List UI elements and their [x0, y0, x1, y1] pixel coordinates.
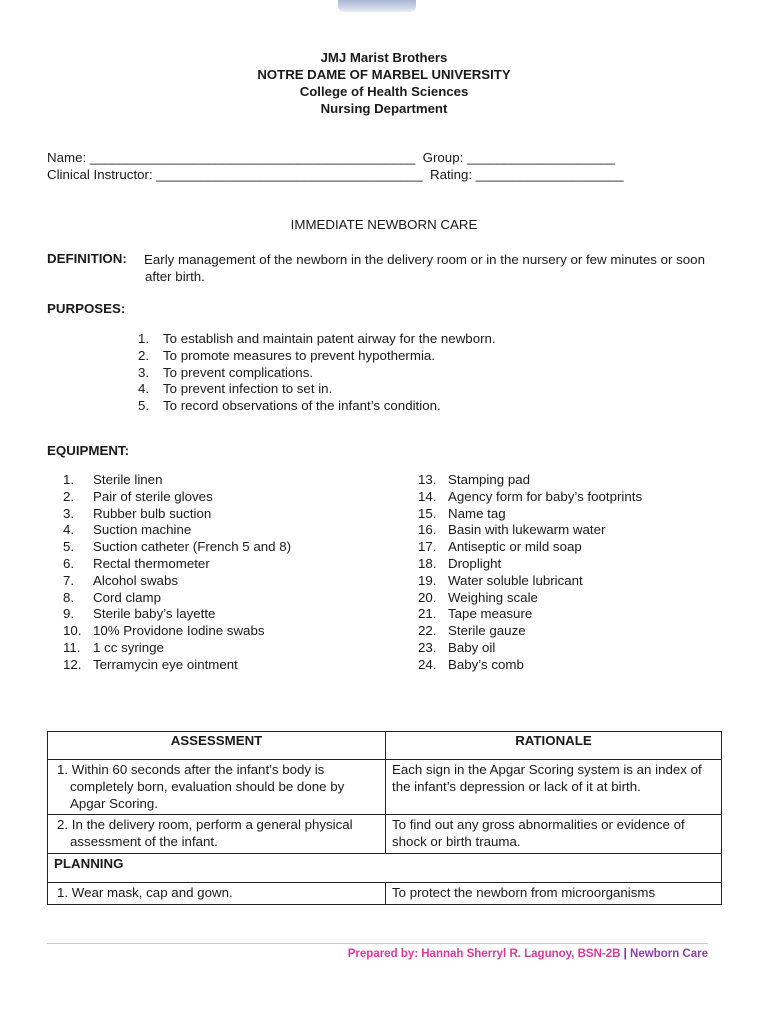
- list-item: 17. Antiseptic or mild soap: [418, 539, 582, 555]
- list-item: 20. Weighing scale: [418, 589, 538, 605]
- list-item: 3. Rubber bulb suction: [63, 505, 212, 521]
- footer-topic: Newborn Care: [630, 948, 708, 960]
- assessment-column-header: ASSESSMENT: [48, 732, 386, 760]
- list-item: 16. Basin with lukewarm water: [418, 522, 606, 538]
- document-header: [0, 49, 768, 117]
- table-header-row: [48, 732, 722, 760]
- list-item: 2. Pair of sterile gloves: [63, 488, 213, 504]
- table-row: [48, 815, 722, 854]
- list-item: 19. Water soluble lubricant: [418, 572, 583, 588]
- footer-divider: [47, 943, 708, 944]
- list-item: 5. Suction catheter (French 5 and 8): [63, 539, 292, 555]
- list-item: 2. To promote measures to prevent hypothermia.: [138, 347, 435, 363]
- document-title: IMMEDIATE NEWBORN CARE: [290, 217, 478, 232]
- list-item: 6. Rectal thermometer: [63, 555, 210, 571]
- list-item: 3. To prevent complications.: [138, 364, 314, 380]
- list-item: 15. Name tag: [418, 505, 506, 521]
- definition-text: Early management of the newborn in the delivery room or in the nursery or few minutes or soon after birth.: [144, 252, 705, 284]
- assessment-cell: 1. Within 60 seconds after the infant’s body is completely born, evaluation should be done by Apgar Scoring.: [48, 760, 386, 815]
- list-item: 24. Baby’s comb: [418, 656, 524, 672]
- list-item: 1. To establish and maintain patent airway for the newborn.: [138, 331, 496, 346]
- header-line-1: JMJ Marist Brothers: [320, 50, 448, 65]
- list-item: 10. 10% Providone Iodine swabs: [63, 623, 265, 639]
- header-line-2: NOTRE DAME OF MARBEL UNIVERSITY: [257, 67, 511, 82]
- purposes-list: [138, 331, 496, 415]
- name-group-field-line: Name: ____________________________________________ Group: ____________________: [47, 150, 615, 165]
- rationale-column-header: RATIONALE: [386, 732, 722, 760]
- list-item: 21. Tape measure: [418, 606, 533, 622]
- list-item: 12. Terramycin eye ointment: [63, 656, 238, 672]
- list-item: 4. To prevent infection to set in.: [138, 381, 333, 397]
- list-item: 7. Alcohol swabs: [63, 572, 178, 588]
- instructor-rating-field-line: Clinical Instructor: ____________________________________ Rating: ____________________: [47, 167, 624, 182]
- list-item: 18. Droplight: [418, 555, 502, 571]
- table-row: [48, 882, 722, 904]
- purposes-label: PURPOSES:: [47, 301, 126, 316]
- equipment-list-right: [418, 472, 642, 674]
- assessment-cell: 1. Wear mask, cap and gown.: [48, 882, 386, 904]
- list-item: 14. Agency form for baby’s footprints: [418, 488, 643, 504]
- footer-separator: |: [623, 948, 627, 960]
- list-item: 13. Stamping pad: [418, 472, 531, 487]
- equipment-label: EQUIPMENT:: [47, 443, 130, 458]
- table-row: [48, 760, 722, 815]
- list-item: 23. Baby oil: [418, 639, 496, 655]
- list-item: 5. To record observations of the infant’s condition.: [138, 398, 441, 414]
- list-item: 9. Sterile baby’s layette: [63, 606, 216, 622]
- header-line-3: College of Health Sciences: [299, 84, 469, 99]
- header-line-4: Nursing Department: [320, 101, 448, 116]
- rationale-cell: To find out any gross abnormalities or evidence of shock or birth trauma.: [386, 815, 722, 854]
- equipment-list-left: [63, 472, 291, 674]
- list-item: 4. Suction machine: [63, 522, 192, 538]
- table-section-row: [48, 853, 722, 882]
- list-item: 1. Sterile linen: [63, 472, 163, 487]
- list-item: 11. 1 cc syringe: [63, 639, 164, 655]
- rationale-cell: To protect the newborn from microorganisms: [386, 882, 722, 904]
- university-logo: [338, 0, 416, 12]
- definition-label: DEFINITION:: [47, 251, 127, 266]
- page-footer: [348, 948, 708, 960]
- assessment-cell: 2. In the delivery room, perform a general physical assessment of the infant.: [48, 815, 386, 854]
- list-item: 22. Sterile gauze: [418, 623, 526, 639]
- footer-prepared-by: Prepared by: Hannah Sherryl R. Lagunoy, BSN-2B: [347, 948, 621, 960]
- assessment-rationale-table: [47, 731, 722, 905]
- list-item: 8. Cord clamp: [63, 589, 161, 605]
- rationale-cell: Each sign in the Apgar Scoring system is an index of the infant’s depression or lack of it at birth.: [386, 760, 722, 815]
- planning-section-label: PLANNING: [48, 853, 722, 882]
